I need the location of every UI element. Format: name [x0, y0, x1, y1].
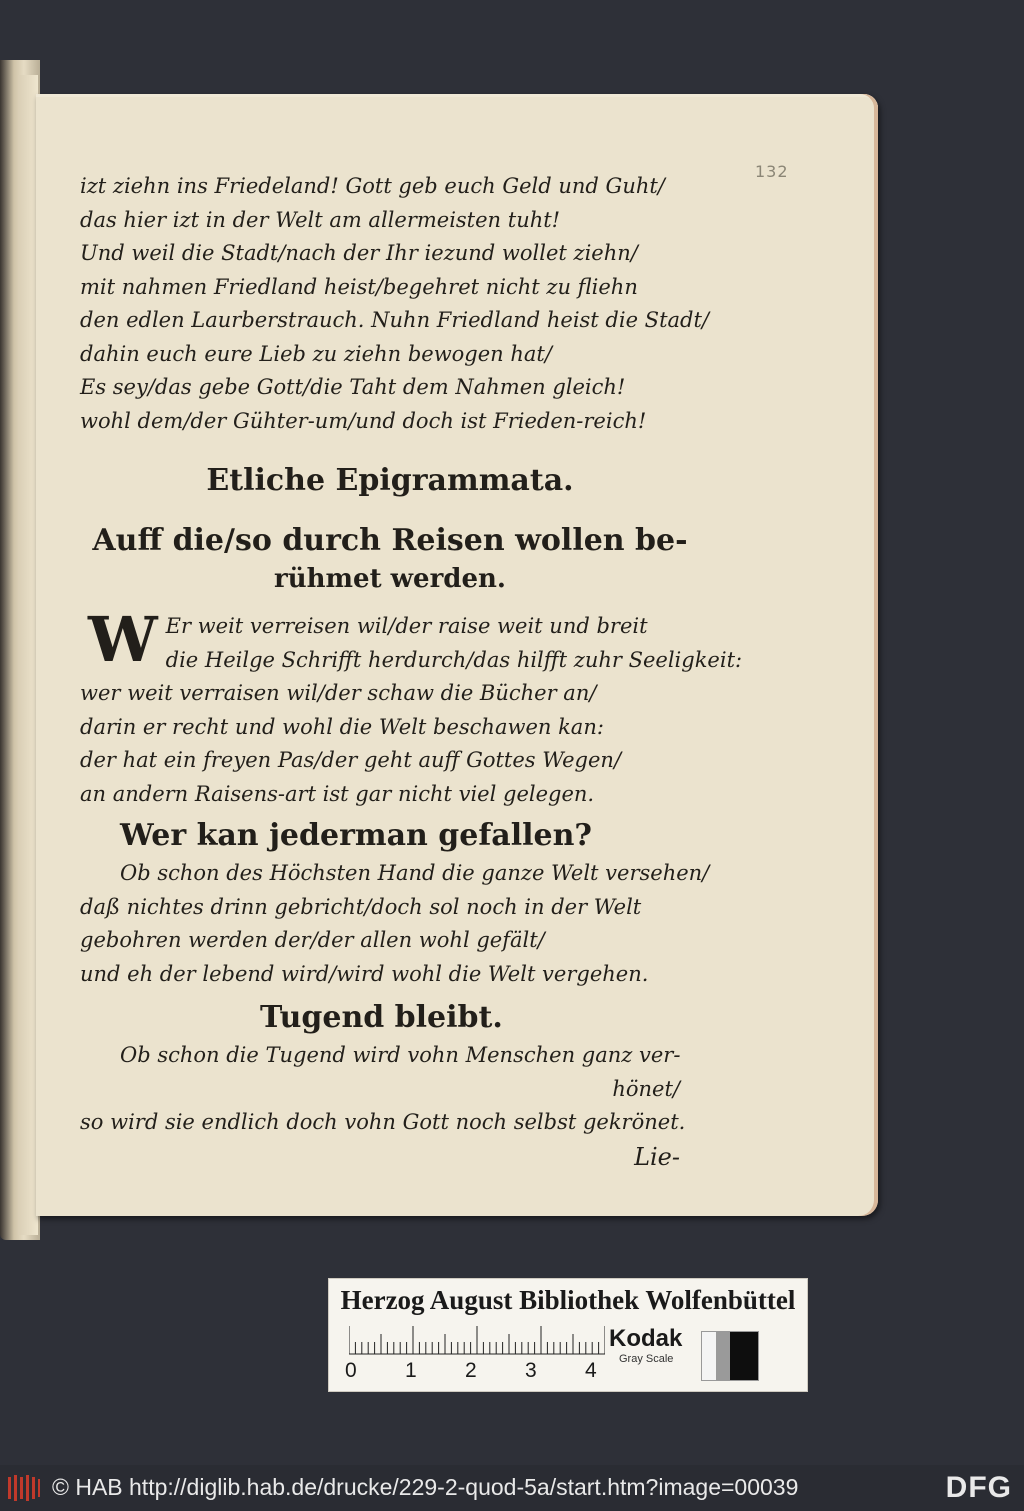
heading-reisen-line1: Auff die/so durch Reisen wollen be-	[92, 523, 688, 558]
text-line: die Heilge Schrifft herdurch/das hilfft zuhr Seeligkeit:	[165, 647, 743, 672]
dfg-logo: DFG	[945, 1471, 1012, 1504]
library-label	[328, 1278, 808, 1392]
text-line: izt ziehn ins Friedeland! Gott geb euch Geld und Guht/	[80, 174, 665, 198]
ruler-numbers	[345, 1359, 605, 1385]
copyright-link[interactable]: © HAB http://diglib.hab.de/drucke/229-2-quod-5a/start.htm?image=00039	[52, 1474, 799, 1500]
text-line: und eh der lebend wird/wird wohl die Welt vergehen.	[80, 961, 649, 986]
text-line: wer weit verraisen wil/der schaw die Bücher an/	[80, 681, 597, 705]
ruler-number: 3	[525, 1359, 537, 1382]
ruler-number: 1	[405, 1359, 417, 1382]
page-text	[80, 170, 743, 1174]
kodak-brand: Kodak	[609, 1325, 683, 1352]
library-name: Herzog August Bibliothek Wolfenbüttel	[340, 1285, 796, 1315]
page-number: 132	[755, 162, 789, 181]
hab-logo-icon	[6, 1473, 42, 1503]
ruler-number: 2	[465, 1359, 477, 1382]
heading-jederman: Wer kan jederman gefallen?	[120, 818, 592, 853]
text-line: an andern Raisens-art ist gar nicht viel gelegen.	[80, 781, 595, 806]
poem-reisen	[80, 603, 743, 811]
text-line: daß nichtes drinn gebricht/doch sol noch in der Welt	[80, 894, 642, 919]
text-line: dahin euch eure Lieb zu ziehn bewogen hat/	[80, 341, 552, 366]
text-line: so wird sie endlich doch vohn Gott noch selbst gekrönet.	[80, 1110, 686, 1134]
heading-reisen-line2: rühmet werden.	[274, 564, 506, 594]
scale-ruler	[349, 1325, 605, 1355]
text-line: Und weil die Stadt/nach der Ihr iezund wollet ziehn/	[80, 241, 638, 265]
text-line: mit nahmen Friedland heist/begehret nicht zu fliehn	[80, 274, 638, 299]
text-line: wohl dem/der Gühter-um/und doch ist Frieden-reich!	[80, 408, 647, 433]
ruler-number: 0	[345, 1359, 357, 1382]
gray-scale-caption: Gray Scale	[619, 1353, 674, 1365]
catchword: Lie-	[634, 1142, 680, 1171]
text-line: der hat ein freyen Pas/der geht auff Gottes Wegen/	[80, 748, 622, 772]
text-line: gebohren werden der/der allen wohl gefält/	[80, 928, 545, 952]
ruler-number: 4	[585, 1359, 597, 1382]
drop-cap: W	[88, 603, 158, 676]
text-line: Es sey/das gebe Gott/die Taht dem Nahmen gleich!	[80, 375, 626, 399]
text-line: Ob schon des Höchsten Hand die ganze Welt versehen/	[120, 861, 710, 885]
text-line: hönet/	[612, 1076, 680, 1101]
text-line: Ob schon die Tugend wird vohn Menschen ganz ver-	[120, 1043, 681, 1067]
heading-tugend: Tugend bleibt.	[260, 1000, 503, 1035]
heading-epigrammata: Etliche Epigrammata.	[206, 463, 574, 498]
book-edge-inner	[18, 75, 38, 1235]
text-line: den edlen Laurberstrauch. Nuhn Friedland heist die Stadt/	[80, 308, 709, 332]
gray-scale-swatch	[701, 1331, 759, 1381]
text-line: Er weit verreisen wil/der raise weit und breit	[165, 614, 648, 638]
text-line: darin er recht und wohl die Welt beschawen kan:	[80, 714, 604, 739]
text-line: das hier izt in der Welt am allermeisten tuht!	[80, 207, 561, 232]
viewer-footer	[0, 1465, 1024, 1511]
